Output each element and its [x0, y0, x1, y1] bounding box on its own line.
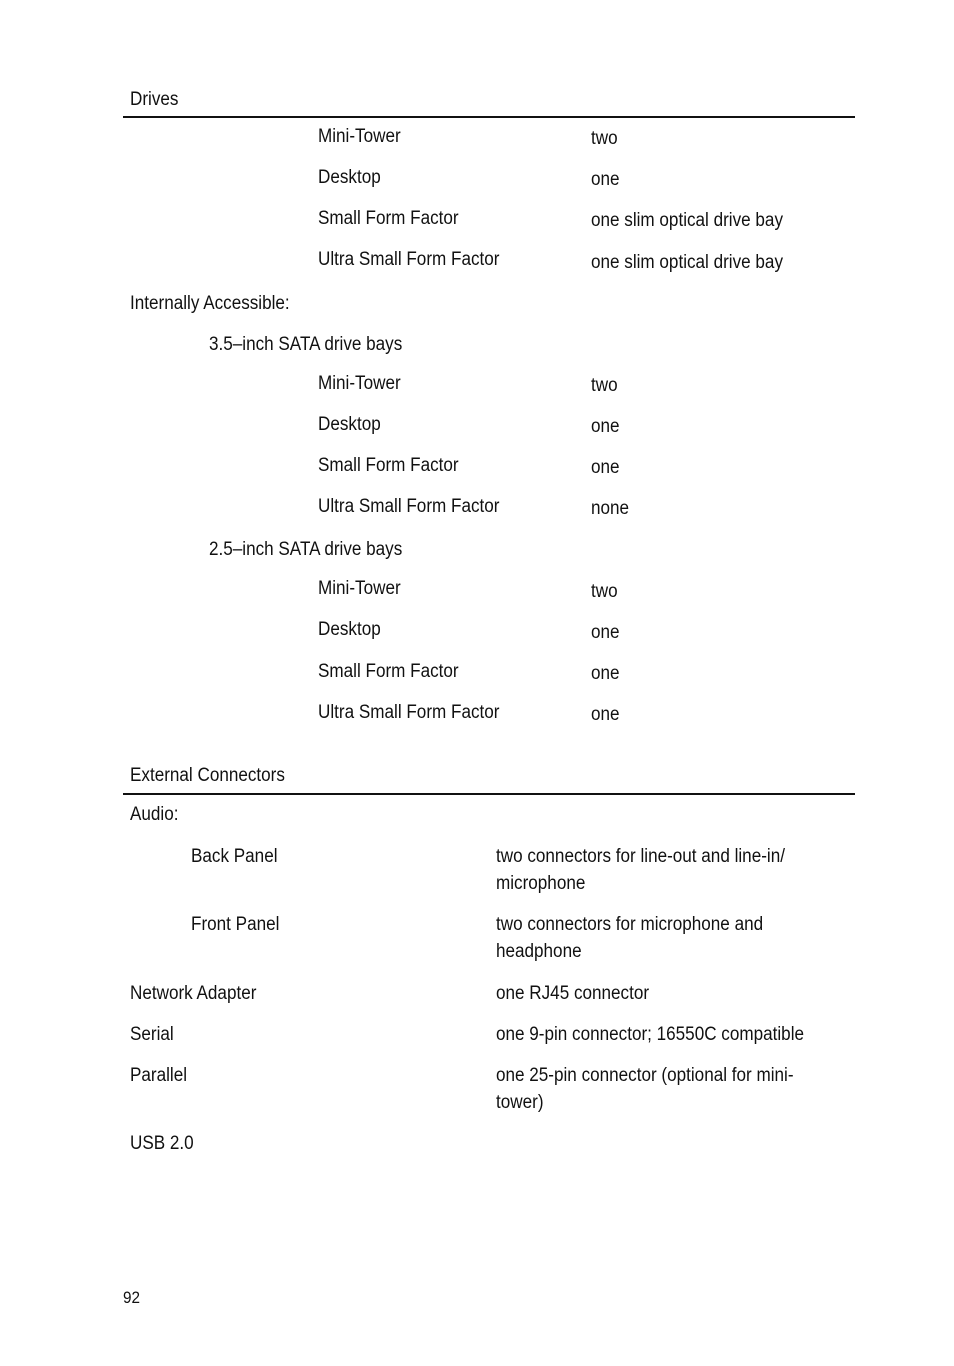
audio-row-label: Front Panel: [191, 914, 280, 935]
drive-ext-label: Small Form Factor: [318, 208, 459, 229]
external-connectors-heading: External Connectors: [130, 765, 285, 786]
drive-ext-value: two: [591, 128, 618, 149]
audio-row-value-line2: headphone: [496, 941, 582, 962]
audio-row-value-line1: two connectors for line-out and line-in/: [496, 846, 785, 867]
drives-heading: Drives: [130, 89, 179, 110]
serial-label: Serial: [130, 1024, 174, 1045]
usb-label: USB 2.0: [130, 1133, 194, 1154]
parallel-label: Parallel: [130, 1065, 188, 1086]
internally-accessible-label: Internally Accessible:: [130, 293, 290, 314]
drive-ext-value: one: [591, 169, 620, 190]
bay25-row-value: two: [591, 581, 618, 602]
bay25-row-label: Desktop: [318, 619, 381, 640]
drive-ext-value: one slim optical drive bay: [591, 252, 783, 273]
audio-row-value-line1: two connectors for microphone and: [496, 914, 764, 935]
serial-value: one 9-pin connector; 16550C compatible: [496, 1024, 805, 1045]
page-number: 92: [123, 1288, 141, 1307]
bay35-row-value: two: [591, 375, 618, 396]
bay35-row-value: one: [591, 457, 620, 478]
bays-25-label: 2.5–inch SATA drive bays: [209, 539, 403, 560]
bay25-row-value: one: [591, 622, 620, 643]
bay35-row-label: Small Form Factor: [318, 455, 459, 476]
drive-ext-label: Desktop: [318, 167, 381, 188]
network-adapter-label: Network Adapter: [130, 983, 257, 1004]
bays-35-label: 3.5–inch SATA drive bays: [209, 334, 403, 355]
bay25-row-label: Ultra Small Form Factor: [318, 702, 500, 723]
bay35-row-value: one: [591, 416, 620, 437]
audio-row-value-line2: microphone: [496, 873, 586, 894]
parallel-value-line2: tower): [496, 1092, 544, 1113]
bay35-row-label: Mini-Tower: [318, 373, 401, 394]
bay25-row-label: Small Form Factor: [318, 661, 459, 682]
parallel-value-line1: one 25-pin connector (optional for mini-: [496, 1065, 794, 1086]
bay35-row-label: Desktop: [318, 414, 381, 435]
external-connectors-rule: [123, 793, 855, 795]
drive-ext-label: Ultra Small Form Factor: [318, 249, 500, 270]
drive-ext-value: one slim optical drive bay: [591, 210, 783, 231]
audio-label: Audio:: [130, 804, 179, 825]
drives-rule: [123, 116, 855, 118]
bay25-row-label: Mini-Tower: [318, 578, 401, 599]
audio-row-label: Back Panel: [191, 846, 278, 867]
network-adapter-value: one RJ45 connector: [496, 983, 650, 1004]
bay35-row-value: none: [591, 498, 630, 519]
bay25-row-value: one: [591, 704, 620, 725]
bay35-row-label: Ultra Small Form Factor: [318, 496, 500, 517]
bay25-row-value: one: [591, 663, 620, 684]
drive-ext-label: Mini-Tower: [318, 126, 401, 147]
